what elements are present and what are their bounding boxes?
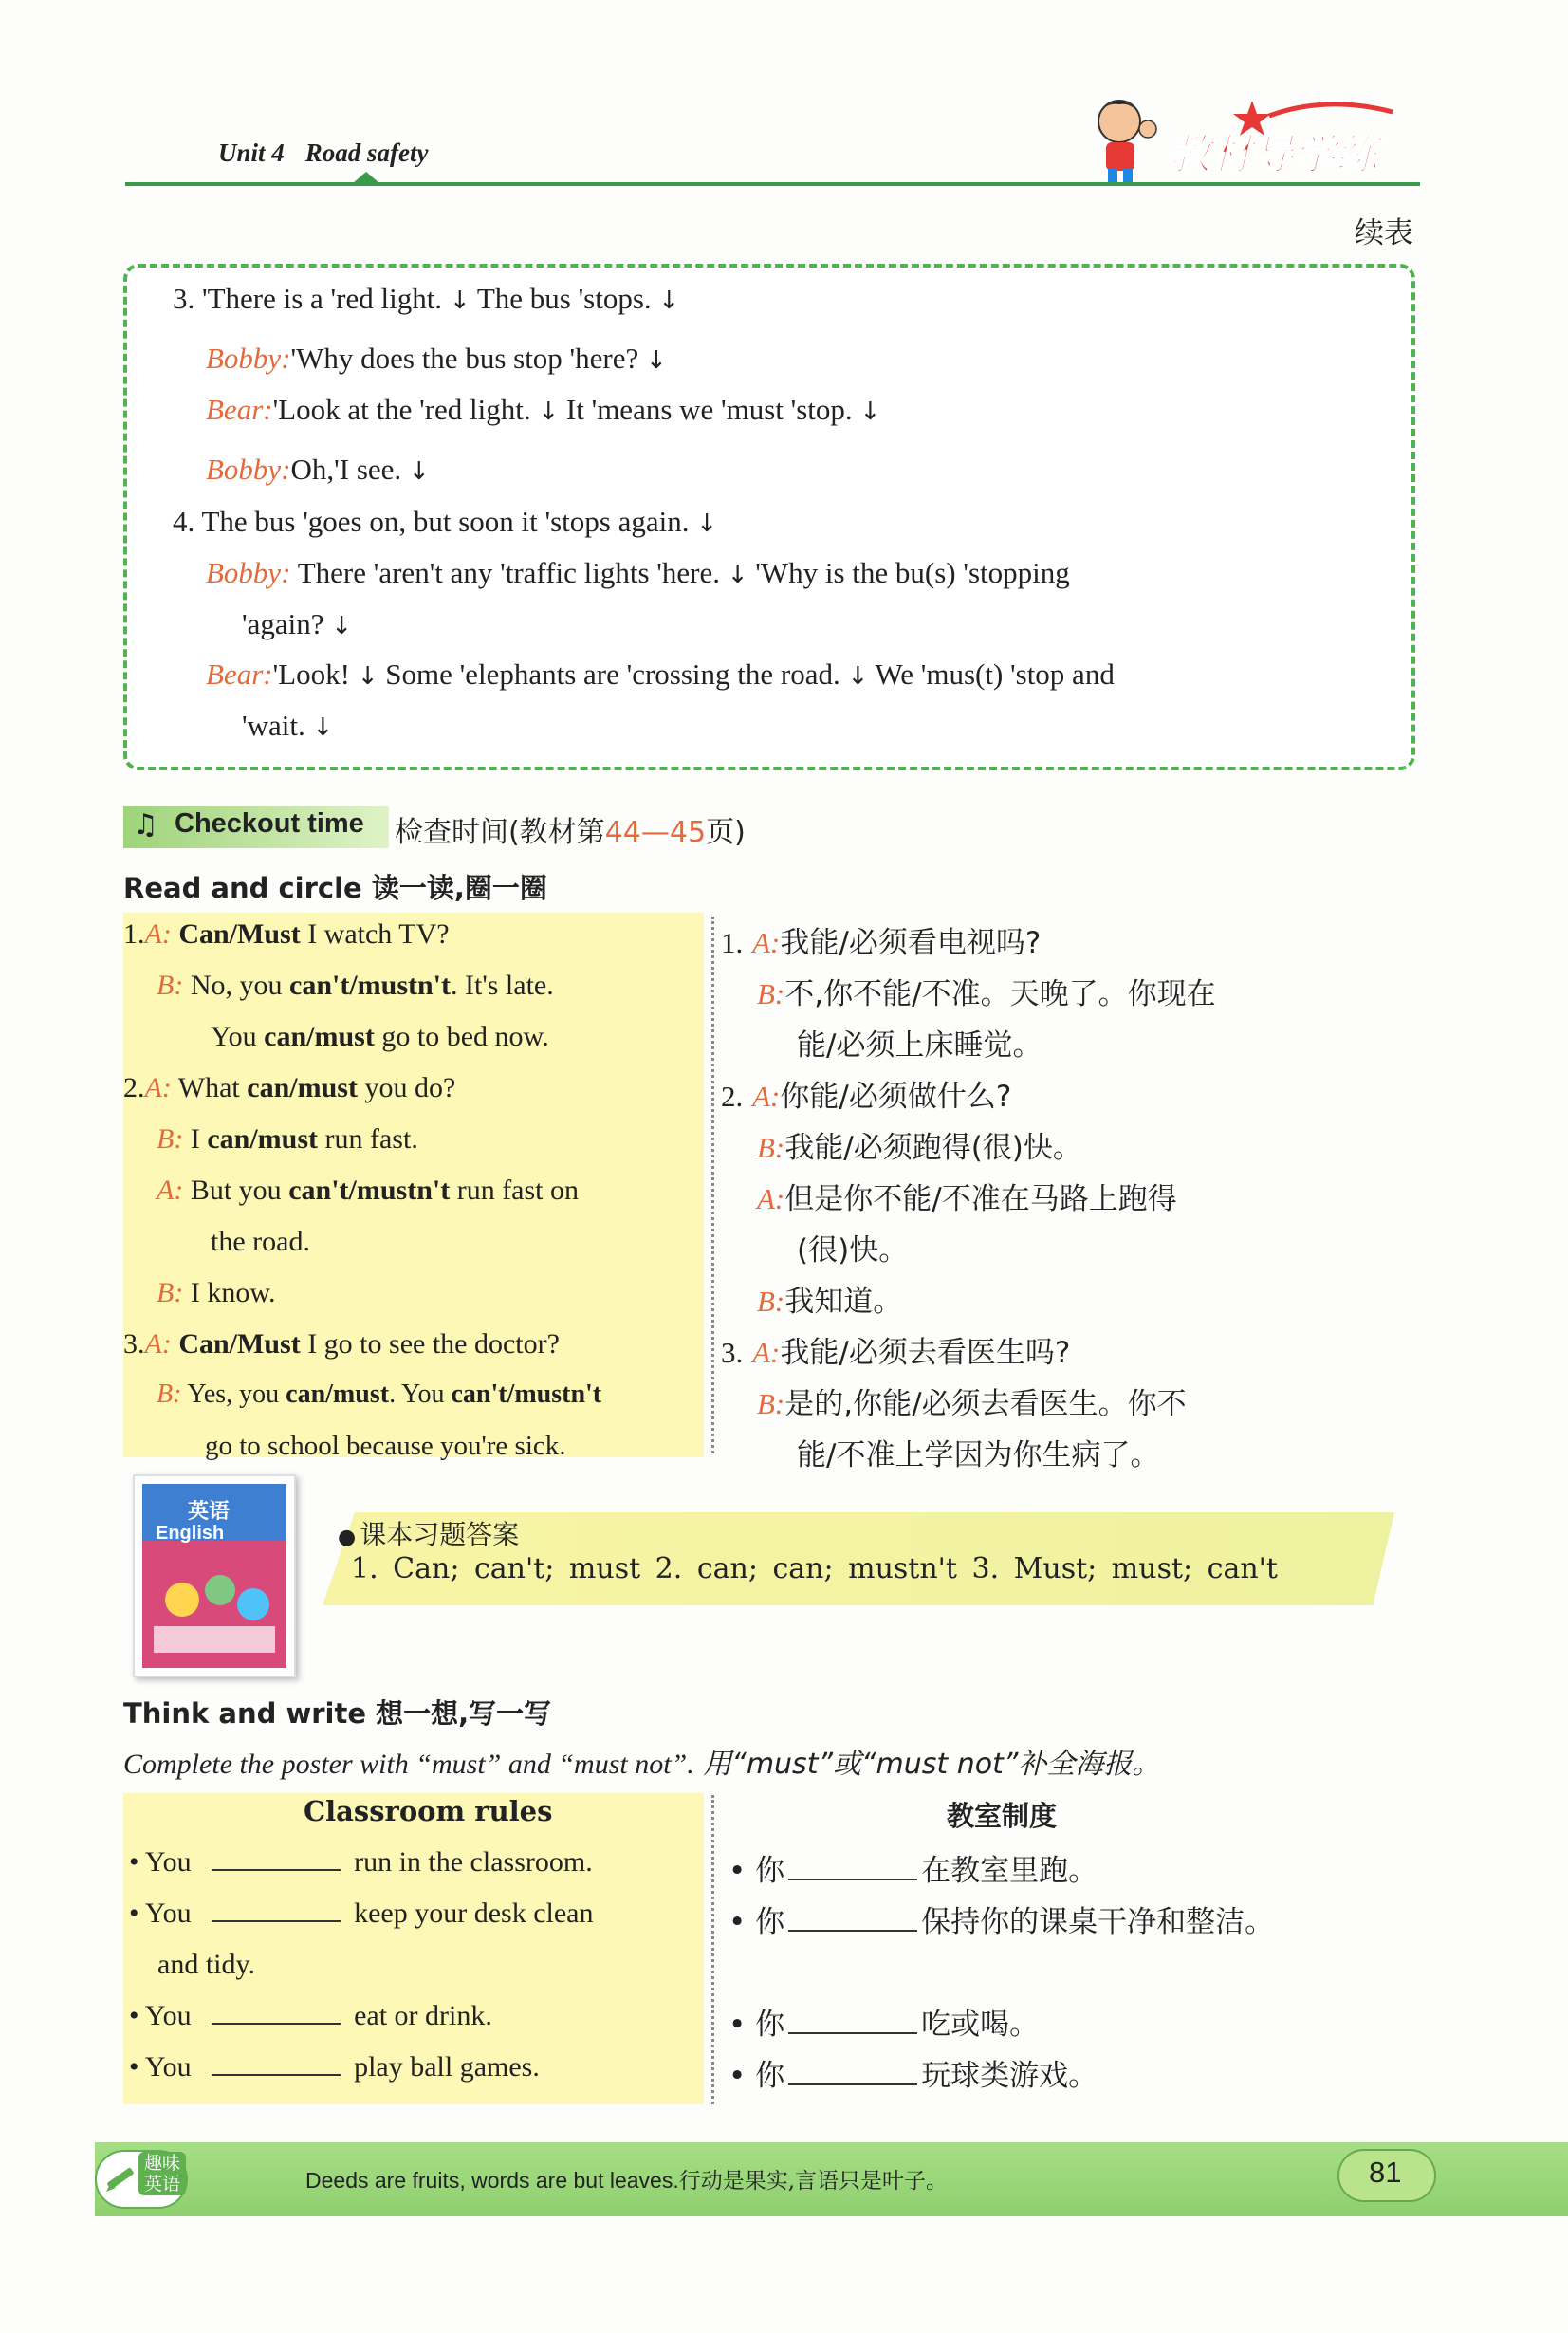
rule-text: run in the classroom. — [354, 1846, 593, 1878]
sentence-text: you do? — [357, 1072, 456, 1103]
rc-cn-q1c: 能/必须上床睡觉。 — [797, 1028, 1042, 1063]
rule-subject: 你 — [755, 1854, 785, 1888]
rc-cn-q3c: 能/不准上学因为你生病了。 — [797, 1438, 1160, 1472]
dialogue-text: Oh,'I see. — [290, 453, 402, 486]
rc-en-q3b — [157, 1379, 601, 1410]
dialogue-line-7 — [242, 607, 352, 641]
checkout-label: Checkout time — [175, 808, 364, 839]
blank-field[interactable] — [212, 1898, 341, 1922]
dialogue-text: There 'aren't any 'traffic lights 'here. — [297, 556, 720, 589]
speaker-bobby: Bobby: — [206, 453, 291, 486]
speaker-b: B: — [157, 1379, 182, 1409]
sentence-text: 但是你不能/不准在马路上跑得 — [784, 1182, 1177, 1216]
rule-2-en-cont: and tidy. — [157, 1949, 256, 1980]
bullet-icon: • — [129, 1846, 139, 1878]
unit-topic: Road safety — [304, 139, 429, 167]
sentence-text: . You — [389, 1379, 452, 1409]
bullet-icon: ● — [338, 1526, 357, 1549]
rule-2-en — [129, 1898, 593, 1930]
speaker-a: A: — [144, 918, 172, 950]
sentence-text: 你能/必须做什么? — [780, 1080, 1012, 1114]
sentence-text: 我能/必须去看医生吗? — [780, 1336, 1071, 1370]
choice-text: Can/Must — [178, 918, 301, 950]
dialogue-line-3 — [206, 393, 880, 427]
brand-logo — [1079, 87, 1421, 187]
rule-subject: You — [144, 2051, 192, 2083]
rc-en-q2e — [157, 1277, 276, 1309]
checkout-cn-prefix: 检查时间(教材第 — [395, 816, 605, 849]
sentence-text: . It's late. — [451, 970, 554, 1001]
answer-text: 1. Can; can't; must 2. can; can; mustn't 3. Must; must; can't — [351, 1552, 1278, 1585]
rule-subject: You — [144, 1846, 192, 1878]
item-number: 3. — [123, 1328, 145, 1360]
rule-3-cn — [729, 2000, 1039, 2043]
bullet-icon: • — [729, 2059, 747, 2093]
intonation-arrow-icon: ↓ — [646, 346, 667, 375]
item-number: 2. — [721, 1080, 744, 1113]
sentence-text: run fast on — [450, 1175, 580, 1206]
blank-field[interactable] — [212, 2000, 341, 2025]
think-write-heading: Think and write 想一想,写一写 — [123, 1697, 552, 1730]
dialogue-text: The bus 'goes on, but soon it 'stops again. — [201, 505, 690, 538]
rc-cn-q2d: (很)快。 — [797, 1233, 909, 1268]
speaker-b: B: — [757, 1131, 785, 1164]
sentence-text: I know. — [190, 1277, 276, 1308]
rule-2-cn — [729, 1898, 1274, 1940]
speaker-b: B: — [157, 970, 184, 1001]
dialogue-line-2 — [206, 342, 667, 376]
sentence-text: 我能/必须跑得(很)快。 — [784, 1131, 1082, 1165]
sentence-text: go to bed now. — [374, 1021, 549, 1052]
book-title-en: English — [156, 1523, 225, 1544]
rule-text: 保持你的课桌干净和整洁。 — [921, 1905, 1275, 1939]
brand-logo-art — [1079, 87, 1421, 187]
rule-1-en — [129, 1846, 593, 1879]
bullet-icon: • — [129, 2051, 139, 2083]
choice-text: can't/mustn't — [289, 970, 452, 1001]
choice-text: can't/mustn't — [451, 1379, 602, 1409]
dialogue-text: 'There is a 'red light. — [202, 282, 443, 315]
sentence-text: I — [190, 1123, 208, 1155]
dialogue-line-6 — [206, 556, 1070, 590]
rule-text: eat or drink. — [354, 2000, 492, 2031]
dialogue-text: 'again? — [242, 607, 324, 640]
speaker-a: A: — [157, 1175, 184, 1206]
speaker-a: A: — [144, 1072, 172, 1103]
rc-cn-q3b — [757, 1379, 1187, 1422]
sentence-text: What — [177, 1072, 248, 1103]
choice-text: can/must — [264, 1021, 375, 1052]
textbook-cover — [133, 1474, 296, 1677]
blank-field[interactable] — [788, 2061, 917, 2085]
dialogue-text: 'Look at the 'red light. — [272, 393, 531, 426]
column-divider — [711, 1795, 714, 2104]
dialogue-text: Some 'elephants are 'crossing the road. — [385, 657, 840, 691]
rc-en-q1c — [211, 1021, 549, 1053]
choice-text: can/must — [247, 1072, 358, 1103]
rc-en-q2a — [123, 1072, 455, 1104]
rc-en-q1b — [157, 970, 554, 1002]
speaker-bobby: Bobby: — [206, 342, 291, 375]
sentence-text: 我能/必须看电视吗? — [780, 926, 1042, 960]
proverb-cn: 行动是果实,言语只是叶子。 — [678, 2169, 949, 2194]
rule-subject: 你 — [755, 2059, 785, 2093]
intonation-arrow-icon: ↓ — [331, 612, 353, 640]
instruction-cn: 用“must”或“must not”补全海报。 — [703, 1748, 1161, 1781]
sentence-text: No, you — [190, 970, 289, 1001]
dialogue-text: The bus 'stops. — [476, 282, 652, 315]
dialogue-text: We 'mus(t) 'stop and — [875, 657, 1115, 691]
blank-field[interactable] — [788, 1856, 917, 1880]
speaker-bobby: Bobby: — [206, 556, 291, 589]
choice-text: can't/mustn't — [288, 1175, 451, 1206]
bullet-icon: • — [729, 1854, 747, 1888]
poster-en-title: Classroom rules — [304, 1795, 553, 1827]
sentence-text: 是的,你能/必须去看医生。你不 — [784, 1387, 1187, 1421]
dialogue-line-5 — [173, 505, 717, 539]
rc-en-q3c: go to school because you're sick. — [205, 1431, 566, 1461]
dialogue-line-1 — [173, 282, 679, 316]
speaker-a: A: — [752, 926, 781, 959]
column-divider — [711, 917, 714, 1453]
rule-3-en — [129, 2000, 492, 2032]
rc-cn-q3a — [721, 1328, 1070, 1371]
speaker-a: A: — [144, 1328, 172, 1360]
speaker-a: A: — [752, 1080, 781, 1113]
rc-en-q2b — [157, 1123, 418, 1156]
checkout-pages: 44—45 — [604, 816, 707, 849]
rc-en-q2d: the road. — [211, 1226, 310, 1257]
choice-text: can/must — [286, 1379, 390, 1409]
sentence-text: Yes, you — [187, 1379, 286, 1409]
fun-english-label: 趣味英语 — [138, 2152, 186, 2195]
checkout-cn-label — [395, 808, 746, 850]
intonation-arrow-icon: ↓ — [357, 662, 378, 691]
rc-cn-q1a — [721, 918, 1041, 961]
rule-4-en — [129, 2051, 540, 2083]
blank-field[interactable] — [788, 1907, 917, 1932]
rule-text: 在教室里跑。 — [921, 1854, 1098, 1888]
continued-label: 续表 — [1355, 216, 1413, 250]
think-write-instruction — [123, 1740, 1160, 1782]
rule-subject: You — [144, 2000, 192, 2031]
dialogue-text: 'Look! — [272, 657, 350, 691]
rc-en-q1a — [123, 918, 450, 951]
sentence-text: 我知道。 — [784, 1285, 903, 1319]
intonation-arrow-icon: ↓ — [847, 662, 869, 691]
sentence-text: I watch TV? — [300, 918, 450, 950]
rc-cn-q2c — [757, 1175, 1177, 1217]
dialogue-line-4 — [206, 453, 430, 487]
textbook-cover-art — [135, 1476, 294, 1676]
proverb-en: Deeds are fruits, words are but leaves. — [305, 2168, 679, 2193]
speaker-bear: Bear: — [206, 657, 273, 691]
page-number: 81 — [1369, 2156, 1402, 2189]
answer-title — [338, 1514, 519, 1552]
bullet-icon: • — [129, 2000, 139, 2031]
dialogue-text: 'Why does the bus stop 'here? — [290, 342, 639, 375]
rc-en-q3a — [123, 1328, 560, 1361]
rule-1-cn — [729, 1846, 1098, 1889]
rule-text: 吃或喝。 — [921, 2008, 1040, 2042]
speaker-b: B: — [757, 1285, 785, 1318]
answer-title-text: 课本习题答案 — [360, 1519, 520, 1550]
sentence-text: I go to see the doctor? — [300, 1328, 560, 1360]
rule-subject: 你 — [755, 2008, 785, 2042]
bullet-icon: • — [129, 1898, 139, 1929]
rc-cn-q1b — [757, 970, 1216, 1012]
speaker-b: B: — [757, 1387, 785, 1420]
item-number: 4. — [173, 505, 195, 538]
blank-field[interactable] — [788, 2009, 917, 2034]
item-number: 3. — [721, 1336, 744, 1369]
sentence-text: 不,你不能/不准。天晚了。你现在 — [784, 977, 1216, 1011]
choice-text: can/must — [207, 1123, 319, 1155]
rule-4-cn — [729, 2051, 1098, 2094]
dialogue-text: 'wait. — [242, 709, 305, 742]
rule-text: 玩球类游戏。 — [921, 2059, 1098, 2093]
speaker-a: A: — [752, 1336, 781, 1369]
blank-field[interactable] — [212, 1846, 341, 1871]
unit-number: Unit 4 — [218, 139, 285, 167]
dialogue-line-9 — [242, 709, 333, 743]
speaker-a: A: — [757, 1182, 785, 1215]
dialogue-line-8 — [206, 657, 1115, 692]
rule-text: play ball games. — [354, 2051, 540, 2083]
bullet-icon: • — [729, 2008, 747, 2042]
intonation-arrow-icon: ↓ — [696, 509, 718, 538]
instruction-en: Complete the poster with “must” and “must not”. — [123, 1749, 694, 1780]
speaker-b: B: — [157, 1123, 184, 1155]
intonation-arrow-icon: ↓ — [449, 287, 470, 315]
rc-cn-q2a — [721, 1072, 1011, 1115]
dialogue-text: It 'means we 'must 'stop. — [565, 393, 853, 426]
sentence-text: You — [211, 1021, 265, 1052]
dialogue-text: 'Why is the bu(s) 'stopping — [755, 556, 1070, 589]
speaker-bear: Bear: — [206, 393, 273, 426]
rule-subject: 你 — [755, 1905, 785, 1939]
intonation-arrow-icon: ↓ — [859, 398, 881, 426]
rc-en-q2c — [157, 1175, 579, 1207]
intonation-arrow-icon: ↓ — [658, 287, 680, 315]
intonation-arrow-icon: ↓ — [408, 457, 430, 486]
rc-cn-q2b — [757, 1123, 1082, 1166]
item-number: 2. — [123, 1072, 145, 1103]
book-title-cn: 英语 — [188, 1500, 231, 1524]
footer-proverb — [305, 2163, 948, 2194]
item-number: 1. — [123, 918, 145, 950]
sentence-text: run fast. — [318, 1123, 418, 1155]
item-number: 3. — [173, 282, 195, 315]
rule-text: keep your desk clean — [354, 1898, 594, 1929]
intonation-arrow-icon: ↓ — [312, 713, 334, 742]
read-circle-heading: Read and circle 读一读,圈一圈 — [123, 872, 547, 904]
unit-title — [218, 139, 450, 168]
rc-cn-q2e — [757, 1277, 902, 1320]
poster-cn-title: 教室制度 — [947, 1800, 1058, 1832]
checkout-cn-suffix: 页) — [706, 816, 746, 849]
music-note-icon: ♫ — [133, 808, 158, 842]
choice-text: Can/Must — [178, 1328, 301, 1360]
rule-subject: You — [144, 1898, 192, 1929]
blank-field[interactable] — [212, 2051, 341, 2076]
sentence-text: But you — [190, 1175, 289, 1206]
intonation-arrow-icon: ↓ — [538, 398, 560, 426]
brand-logo-text: 教材导学练 — [1169, 131, 1377, 179]
bullet-icon: • — [729, 1905, 747, 1939]
speaker-b: B: — [157, 1277, 184, 1308]
speaker-b: B: — [757, 977, 785, 1010]
intonation-arrow-icon: ↓ — [727, 561, 748, 589]
header-notch — [353, 172, 379, 183]
item-number: 1. — [721, 926, 744, 959]
